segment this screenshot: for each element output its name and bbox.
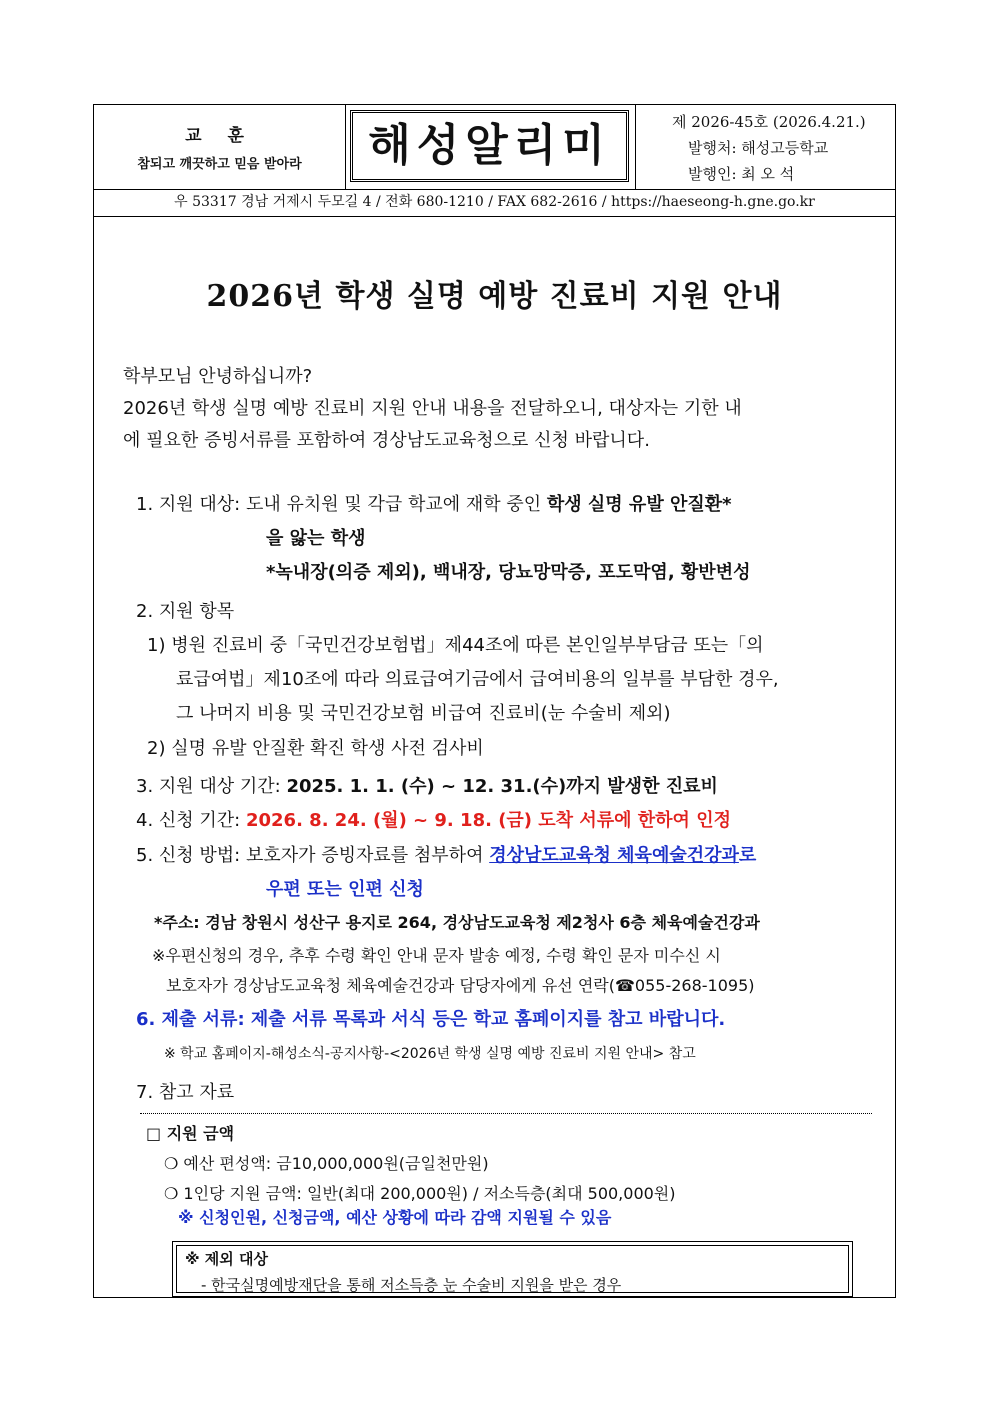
per-person-amount: ❍ 1인당 지원 금액: 일반(최대 200,000원) / 저소득층(최대 500,000원) [164, 1184, 676, 1203]
section-label: 4. 신청 기간: [136, 810, 246, 831]
support-item: 1) 병원 진료비 중「국민건강보험법」제44조에 따른 본인일부부담금 또는「의 [147, 635, 764, 656]
section-label: 3. 지원 대상 기간: [136, 776, 287, 797]
support-item: 2) 실명 유발 안질환 확진 학생 사전 검사비 [147, 738, 484, 759]
intro-line: 2026년 학생 실명 예방 진료비 지원 안내 내용을 전달하오니, 대상자는 기한 내 [123, 398, 742, 419]
section-support-items: 2. 지원 항목 [136, 601, 235, 622]
dotted-divider [140, 1113, 872, 1114]
page-title: 2026년 학생 실명 예방 진료비 지원 안내 [206, 279, 783, 314]
support-item: 료급여법」제10조에 따라 의료급여기금에서 급여비용의 일부를 부담한 경우, [176, 669, 779, 690]
section-support-period [136, 772, 718, 798]
disease-note: *녹내장(의증 제외), 백내장, 당뇨망막증, 포도막염, 황반변성 [266, 562, 751, 583]
address-bar: 우 53317 경남 거제시 두모길 4 / 전화 680-1210 / FAX 682-2616 / https://haeseong-h.gne.go.kr [94, 189, 895, 217]
issue-number: 제 2026-45호 (2026.4.21.) [672, 113, 866, 131]
intro-greeting: 학부모님 안녕하십니까? [123, 366, 313, 387]
exclusion-box [172, 1241, 853, 1297]
exclusion-title: ※ 제외 대상 [185, 1250, 268, 1268]
homepage-note: ※ 학교 홈페이지-해성소식-공지사항-<2026년 학생 실명 예방 진료비 지원 안내> 참고 [164, 1046, 696, 1062]
delivery-method: 우편 또는 인편 신청 [266, 879, 424, 900]
section-application-period [136, 806, 731, 832]
document-frame [93, 104, 896, 1298]
section-label: 5. 신청 방법: [136, 845, 246, 866]
logo-text: 해성알리미 [368, 120, 611, 171]
section-bold-text: 학생 실명 유발 안질환* [546, 494, 732, 515]
publication-info [635, 105, 895, 189]
section-bold-text: 을 앓는 학생 [266, 528, 366, 549]
deadline-text: 2026. 8. 24. (월) ~ 9. 18. (금) 도착 서류에 한하여 인정 [245, 810, 731, 831]
office-link[interactable]: 경상남도교육청 체육예술건강과 [489, 845, 739, 866]
mail-notice: 보호자가 경상남도교육청 체육예술건강과 담당자에게 유선 연락(☎055-268-1095) [166, 976, 755, 995]
section-label: 1. 지원 대상: [136, 494, 246, 515]
section-documents: 6. 제출 서류: 제출 서류 목록과 서식 등은 학교 홈페이지를 참고 바랍니다. [136, 1009, 726, 1030]
section-support-target [136, 490, 732, 516]
motto-text: 참되고 깨끗하고 믿음 받아라 [137, 157, 302, 172]
school-motto [94, 105, 346, 189]
section-bold-text: 2025. 1. 1. (수) ~ 12. 31.(수)까지 발생한 진료비 [286, 776, 718, 797]
mail-address-note: *주소: 경남 창원시 성산구 용지로 264, 경상남도교육청 제2청사 6층 체육예술건강과 [154, 913, 760, 932]
issuer: 발행인: 최 오 석 [688, 165, 795, 183]
section-text: 도내 유치원 및 각급 학교에 재학 중인 [245, 494, 547, 515]
motto-title: 교 훈 [185, 126, 254, 146]
section-application-method [136, 841, 756, 867]
intro-line: 에 필요한 증빙서류를 포함하여 경상남도교육청으로 신청 바랍니다. [123, 430, 650, 451]
exclusion-item: - 한국실명예방재단을 통해 저소득층 눈 수술비 지원을 받은 경우 [201, 1276, 622, 1294]
mail-notice: ※우편신청의 경우, 추후 수령 확인 안내 문자 발송 예정, 수령 확인 문자 미수신 시 [152, 946, 721, 965]
section-references: 7. 참고 자료 [136, 1082, 235, 1103]
reduction-note: ※ 신청인원, 신청금액, 예산 상황에 따라 감액 지원될 수 있음 [178, 1208, 612, 1227]
newsletter-logo [350, 110, 629, 182]
support-item: 그 나머지 비용 및 국민건강보험 비급여 진료비(눈 수술비 제외) [176, 703, 671, 724]
newsletter-header [94, 105, 895, 190]
section-text: 보호자가 증빙자료를 첨부하여 [245, 845, 490, 866]
support-amount-heading: □ 지원 금액 [146, 1124, 235, 1143]
budget-amount: ❍ 예산 편성액: 금10,000,000원(금일천만원) [164, 1154, 489, 1173]
link-tail: 로 [738, 845, 757, 866]
publisher: 발행처: 해성고등학교 [688, 139, 829, 157]
